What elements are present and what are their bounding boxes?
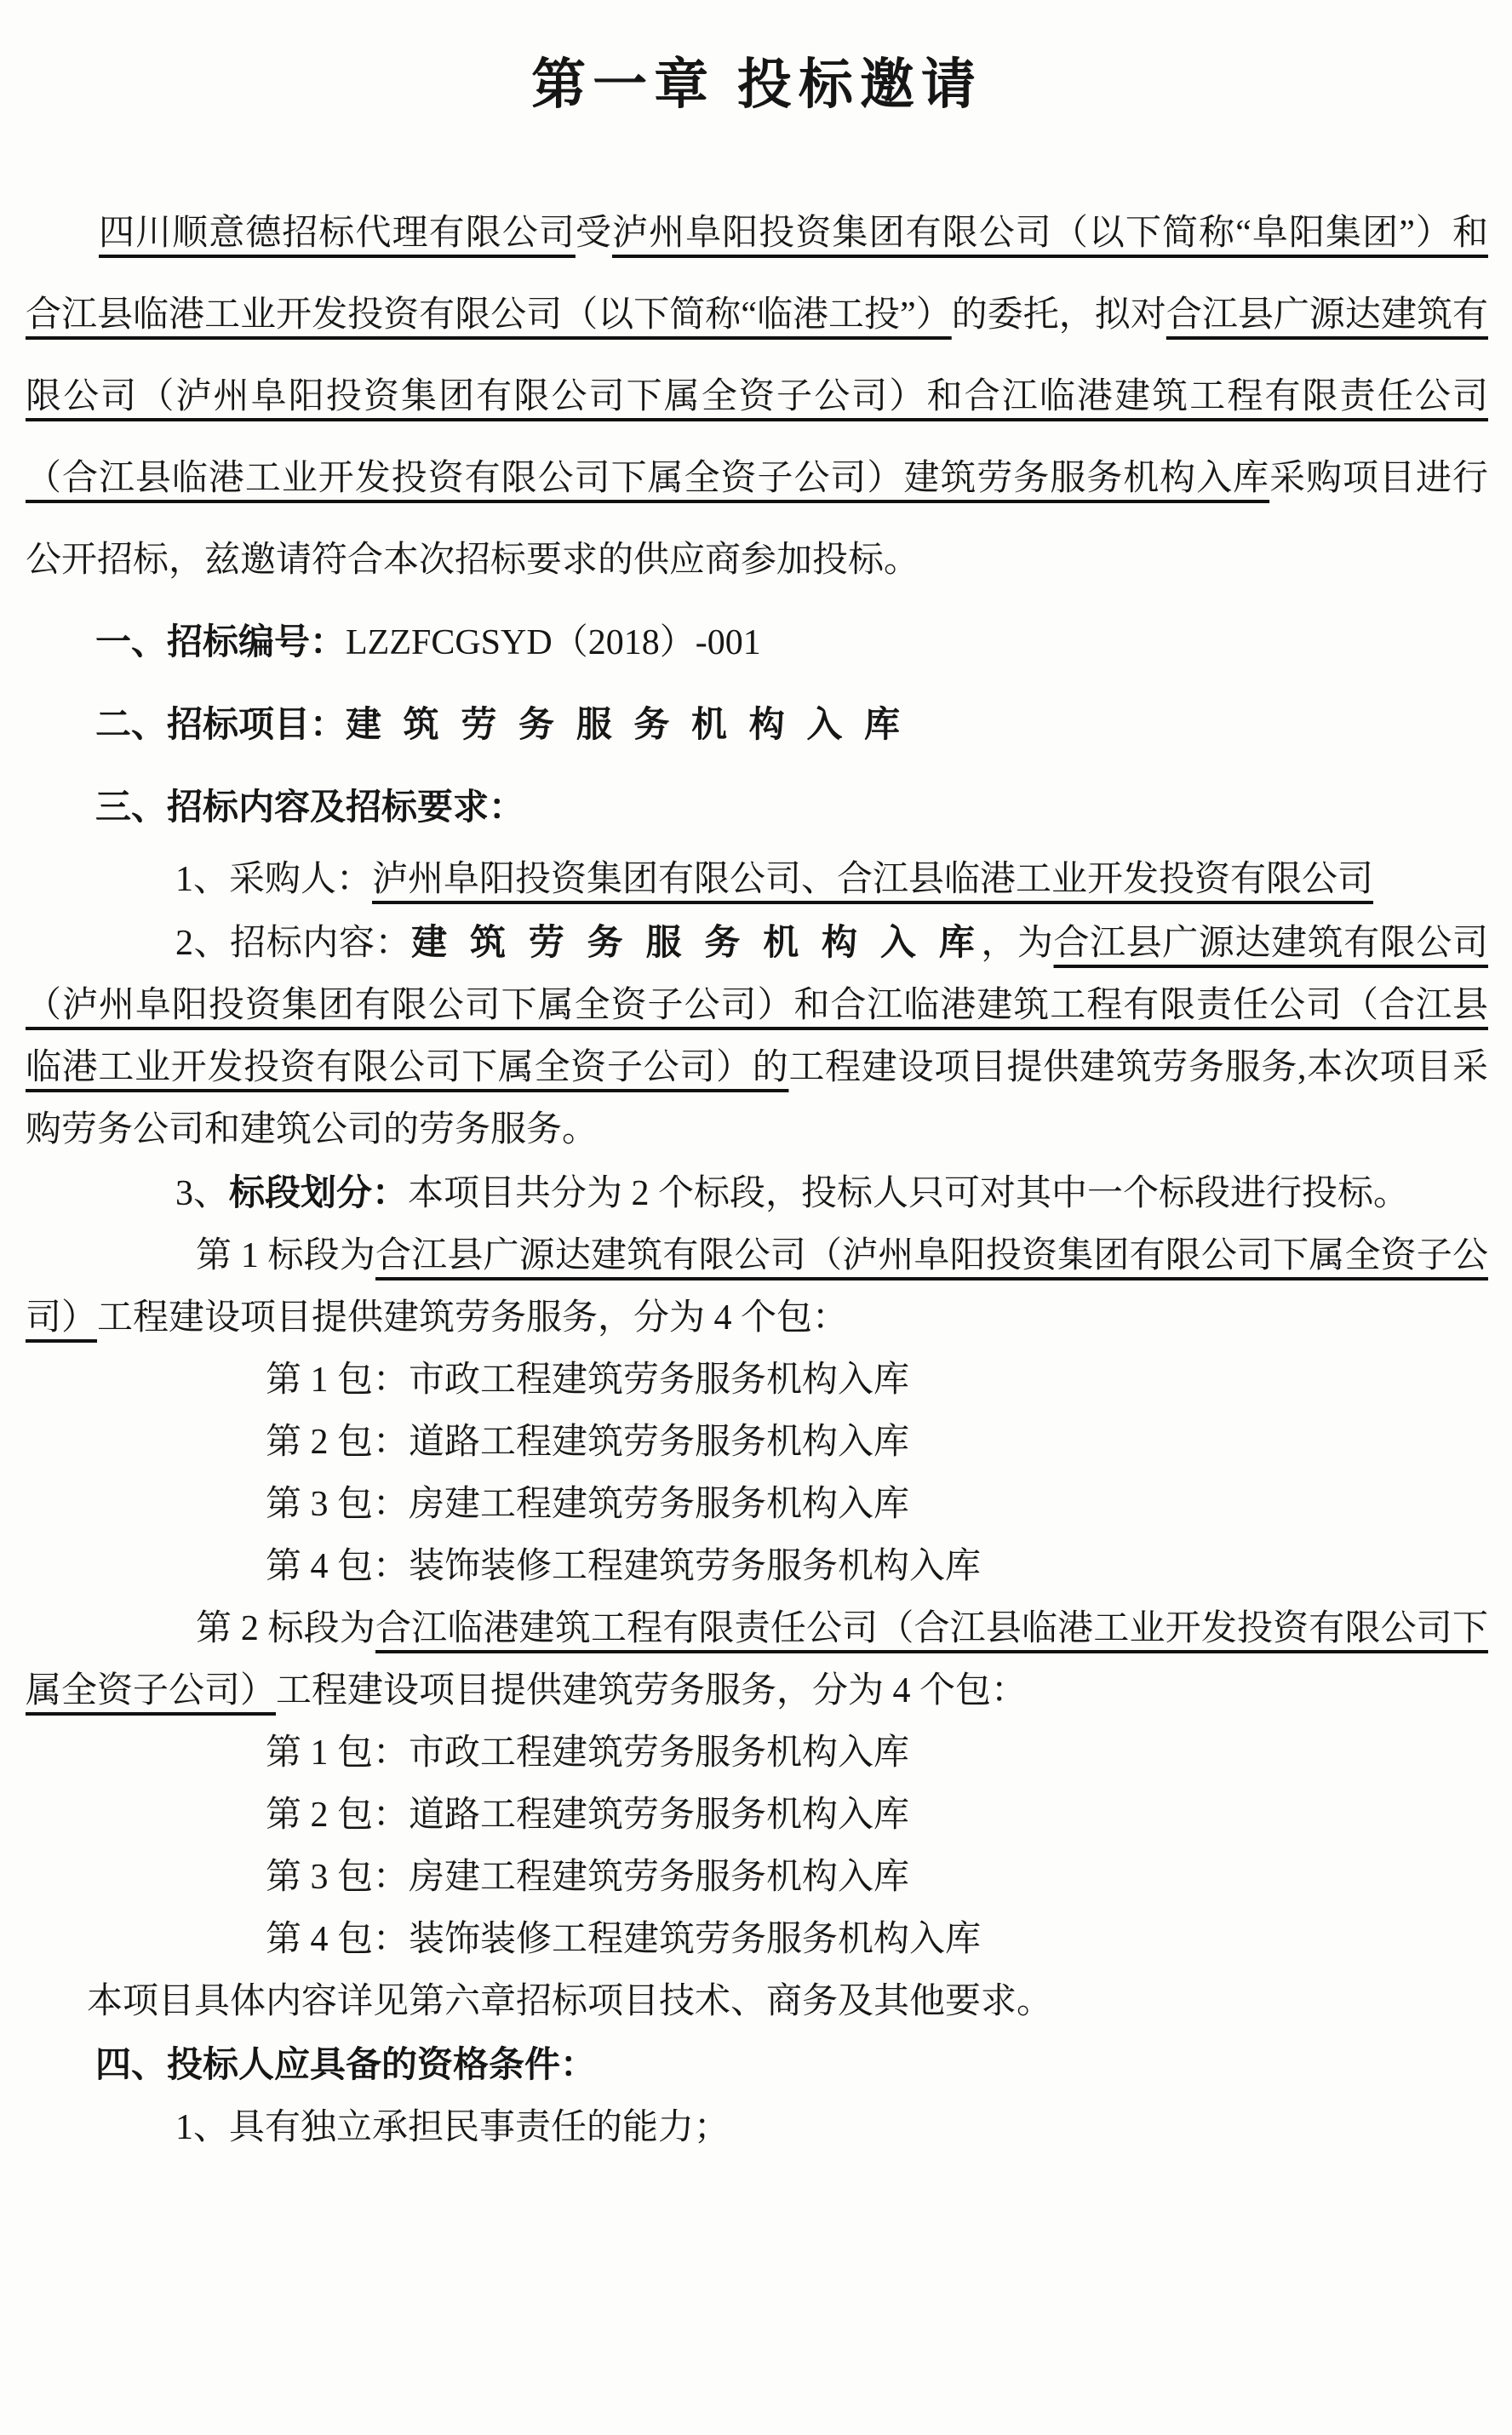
intro-conjunction-2: 的委托，拟对 — [951, 295, 1166, 335]
lot1-paragraph — [26, 1225, 1488, 1349]
page-title: 第一章 投标邀请 — [531, 54, 982, 115]
package-item: 第 3 包：房建工程建筑劳务服务机构入库 — [266, 1485, 910, 1524]
sub3-number: 3、 — [175, 1174, 230, 1213]
package-item: 第 4 包：装饰装修工程建筑劳务服务机构入库 — [266, 1920, 982, 1959]
target-companies: 合江县广源达建筑有限公司（泸州阜阳投资集团有限公司下属全资子公司）和合江临港建筑工程有限责任公司（合江县临港工业开发投资有限公司下属全资子公司）建筑劳务服务机构入库 — [26, 295, 1488, 498]
qualification-1 — [26, 2097, 1488, 2159]
subitem-purchaser — [26, 849, 1488, 911]
item-tender-number — [26, 601, 1488, 684]
item1-label: 一、招标编号： — [95, 622, 346, 662]
lot2-package-2 — [26, 1785, 1488, 1847]
intro-paragraph — [26, 192, 1488, 601]
item-bidder-qualifications-heading — [26, 2033, 1488, 2097]
beneficiary-companies: 合江县广源达建筑有限公司（泸州阜阳投资集团有限公司下属全资子公司）和合江临港建筑工程有限责任公司（合江县临港工业开发投资有限公司下属全资子公司）的 — [26, 924, 1488, 1087]
lot2-tail: 工程建设项目提供建筑劳务服务，分为 4 个包： — [276, 1671, 1028, 1710]
lot1-package-4 — [26, 1536, 1488, 1598]
client-names: 泸州阜阳投资集团有限公司（以下简称“阜阳集团”）和合江县临港工业开发投资有限公司（以下简称“临港工投”） — [26, 214, 1488, 335]
package-item: 第 2 包：道路工程建筑劳务服务机构入库 — [266, 1796, 910, 1835]
subitem-tender-content — [26, 911, 1488, 1161]
closing-text: 本项目具体内容详见第六章招标项目技术、商务及其他要求。 — [87, 1982, 1053, 2021]
intro-conjunction-1: 受 — [575, 214, 612, 253]
agency-name: 四川顺意德招标代理有限公司 — [99, 214, 576, 253]
sub3-label: 标段划分： — [229, 1172, 409, 1212]
sub1-label: 1、采购人： — [175, 860, 373, 899]
tender-number-value: LZZFCGSYD（2018）-001 — [346, 623, 761, 662]
lot1-package-3 — [26, 1474, 1488, 1536]
lot1-tail: 工程建设项目提供建筑劳务服务，分为 4 个包： — [97, 1298, 849, 1338]
lot1-lead: 第 1 标段为 — [196, 1236, 375, 1275]
package-item: 第 4 包：装饰装修工程建筑劳务服务机构入库 — [266, 1547, 982, 1586]
lot2-package-4 — [26, 1909, 1488, 1971]
document-content — [0, 54, 1512, 2159]
sub3-text: 本项目共分为 2 个标段，投标人只可对其中一个标段进行投标。 — [408, 1174, 1410, 1213]
service-name: 建 筑 劳 务 服 务 机 构 入 库 — [411, 922, 982, 962]
package-item: 第 1 包：市政工程建筑劳务服务机构入库 — [266, 1733, 910, 1773]
closing-note — [26, 1971, 1488, 2033]
item4-label: 四、投标人应具备的资格条件： — [95, 2044, 597, 2084]
purchaser-names: 泸州阜阳投资集团有限公司、合江县临港工业开发投资有限公司 — [372, 860, 1374, 899]
package-item: 第 1 包：市政工程建筑劳务服务机构入库 — [266, 1361, 910, 1400]
qualification-1-text: 1、具有独立承担民事责任的能力； — [175, 2108, 730, 2147]
sub2-tail: 工程建设项目提供建筑劳务服务,本次项目采购劳务公司和建筑公司的劳务服务。 — [26, 1048, 1488, 1149]
item3-label: 三、招标内容及招标要求： — [95, 787, 525, 827]
item2-label: 二、招标项目： — [95, 704, 346, 744]
package-item: 第 2 包：道路工程建筑劳务服务机构入库 — [266, 1423, 910, 1462]
lot1-package-2 — [26, 1412, 1488, 1474]
item-tender-content-heading — [26, 766, 1488, 849]
sub2-label: 2、招标内容： — [175, 924, 412, 963]
intro-tail: 采购项目进行公开招标，兹邀请符合本次招标要求的供应商参加投标。 — [26, 459, 1488, 580]
lot1-package-1 — [26, 1349, 1488, 1412]
item-tender-project — [26, 684, 1488, 766]
tender-project-value: 建 筑 劳 务 服 务 机 构 入 库 — [346, 704, 907, 744]
lot1-company: 合江县广源达建筑有限公司（泸州阜阳投资集团有限公司下属全资子公司） — [26, 1236, 1488, 1338]
lot2-paragraph — [26, 1598, 1488, 1722]
sub2-mid: ，为 — [981, 924, 1054, 963]
subitem-lot-division — [26, 1161, 1488, 1225]
lot2-package-1 — [26, 1722, 1488, 1785]
package-item: 第 3 包：房建工程建筑劳务服务机构入库 — [266, 1858, 910, 1897]
lot2-company: 合江临港建筑工程有限责任公司（合江县临港工业开发投资有限公司下属全资子公司） — [26, 1609, 1488, 1710]
lot2-lead: 第 2 标段为 — [196, 1609, 375, 1648]
lot2-package-3 — [26, 1847, 1488, 1909]
